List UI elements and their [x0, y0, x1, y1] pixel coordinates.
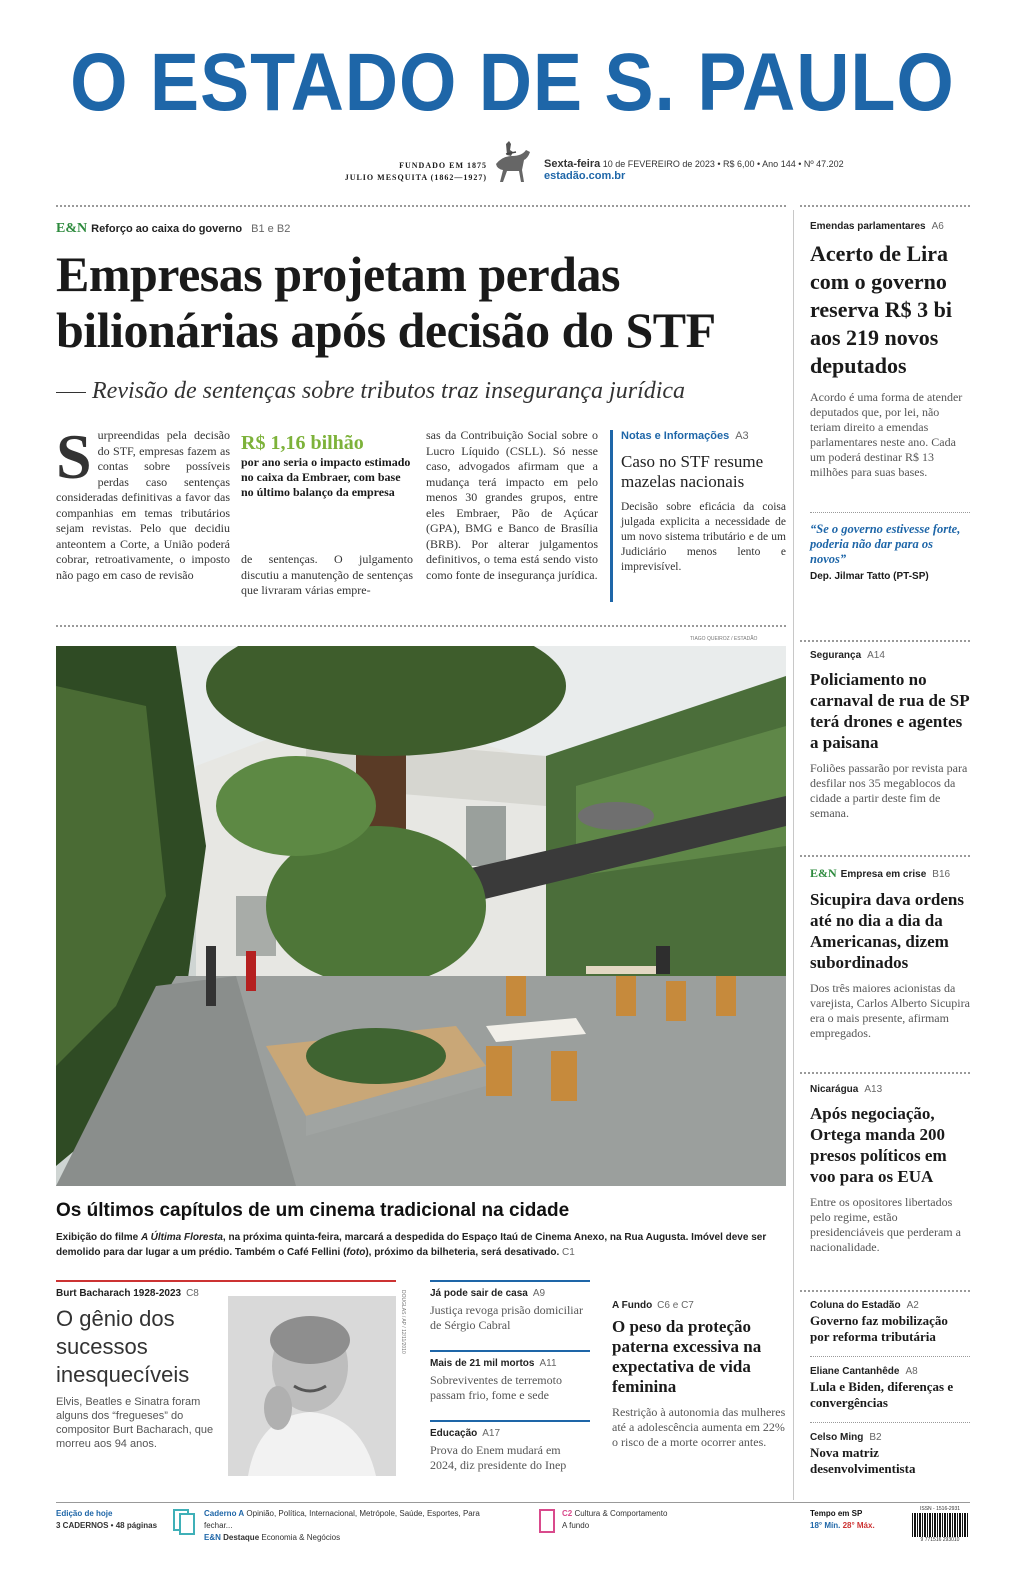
site-link[interactable]: estadão.com.br	[544, 170, 626, 182]
b1-kicker: Burt Bacharach 1928-2023	[56, 1288, 182, 1299]
horse-rider-logo-icon	[492, 140, 532, 188]
b5-text: Restrição à autonomia das mulheres até a adolescência aumenta em 22% o risco de a morte ocorrer antes.	[612, 1405, 786, 1449]
photo-credit: TIAGO QUEIROZ / ESTADÃO	[690, 636, 758, 642]
divider	[800, 1072, 970, 1074]
quote-text: “Se o governo estivesse forte, poderia não dar para os novos”	[810, 522, 961, 566]
weather-label: Tempo em SP	[810, 1509, 863, 1518]
divider	[56, 205, 786, 207]
c2-label: C2	[562, 1509, 573, 1518]
photo-caption	[56, 1230, 786, 1260]
masthead	[0, 38, 1024, 128]
column-cantanhede[interactable]	[810, 1366, 970, 1411]
founding-info	[345, 160, 487, 184]
s2-page: A14	[867, 650, 885, 661]
b2-page: A9	[532, 1288, 546, 1299]
notas-text: Decisão sobre eficácia da coisa julgada explicita a necessidade de um novo sistema tributário e de um Judiciário menos lento e imprevisível.	[621, 501, 786, 573]
cafe-courtyard-illustration	[56, 646, 786, 1186]
rule-blue	[430, 1280, 590, 1282]
caption-page: C1	[562, 1247, 575, 1258]
b4-text: Prova do Enem mudará em 2024, diz presidente do Inep	[430, 1443, 567, 1472]
c2-sub: A fundo	[562, 1521, 590, 1530]
lead-kicker-pages: B1 e B2	[251, 223, 291, 235]
lead-col1-text: urpreendidas pela decisão do STF, empresas fazem as contas sobre possíveis perdas caso sentenças consideradas definitivas a favor das companhias em temas tributários sejam revistas. Pelo que decidiu anteontem a Corte, a União poderá cobrar, retroativamente, o imposto não pago em caso de revisão	[56, 428, 230, 582]
dropcap: S	[56, 428, 92, 492]
lead-column-1	[56, 428, 230, 608]
column-celso-ming[interactable]	[810, 1432, 970, 1477]
s4-text: Entre os opositores libertados pelo regime, estão presidenciáveis que perderam a nacionalidade.	[810, 1195, 961, 1254]
s6-page: A8	[905, 1366, 918, 1377]
section-a-icon	[172, 1508, 196, 1536]
caption-film-title: A Última Floresta	[141, 1232, 223, 1243]
lead-column-2: de sentenças. O julgamento discutiu a manutenção de sentenças que livraram várias empre-	[241, 552, 413, 597]
barcode-bars	[912, 1513, 968, 1537]
footer-rule	[56, 1502, 970, 1503]
s7-kicker: Celso Ming	[810, 1432, 864, 1443]
brief-terremoto[interactable]	[430, 1358, 590, 1403]
footer-caderno-a[interactable]	[204, 1508, 504, 1544]
s2-kicker: Segurança	[810, 650, 862, 661]
en-destaque: Destaque	[223, 1533, 260, 1542]
edition-info	[544, 158, 844, 182]
s1-page: A6	[931, 221, 944, 232]
divider	[800, 640, 970, 642]
divider	[810, 1356, 970, 1357]
lead-headline[interactable]	[56, 246, 786, 358]
newspaper-title: O ESTADO DE S. PAULO	[69, 37, 955, 128]
s5-page: A2	[906, 1300, 919, 1311]
b1-page: C8	[186, 1288, 199, 1299]
s5-headline: Governo faz mobilização por reforma tributária	[810, 1313, 948, 1344]
lead-column-3: sas da Contribuição Social sobre o Lucro Líquido (CSLL). Só nesse caso, advogados afirmam que a mudança terá impacto em pelo menos 30 grandes grupos, entre eles Embraer, Pão de Açúcar (GPA), BMG e Banco de Brasília (BRB). Por alterar julgamentos definitivos, o tema está sendo visto como fonte de insegurança jurídica.	[426, 428, 598, 582]
s2-headline: Policiamento no carnaval de rua de SP terá drones e agentes a paisana	[810, 670, 969, 752]
b5-page: C6 e C7	[657, 1300, 694, 1311]
photo-caption-title[interactable]: Os últimos capítulos de um cinema tradicional na cidade	[56, 1200, 570, 1221]
column-coluna-estadao[interactable]	[810, 1300, 970, 1345]
s3-headline: Sicupira dava ordens até no dia a dia da Americanas, dizem subordinados	[810, 890, 964, 972]
edition-value: 3 CADERNOS • 48 páginas	[56, 1521, 158, 1530]
b2-kicker: Já pode sair de casa	[430, 1288, 528, 1299]
s4-page: A13	[864, 1084, 883, 1095]
quote-author: Dep. Jilmar Tatto (PT-SP)	[810, 571, 929, 582]
weekday: Sexta-feira	[544, 158, 601, 170]
s3-text: Dos três maiores acionistas da varejista, Carlos Alberto Sicupira era o mais presente, afirmam empregados.	[810, 981, 970, 1040]
founded-line: FUNDADO EM 1875	[399, 161, 487, 170]
b4-kicker: Educação	[430, 1428, 478, 1439]
dateline: 10 de FEVEREIRO de 2023 • R$ 6,00 • Ano 144 • Nº 47.202	[602, 159, 844, 169]
footer-edition	[56, 1508, 157, 1532]
story-a-fundo[interactable]	[612, 1300, 788, 1450]
en-text: Economia & Negócios	[261, 1533, 341, 1542]
stat-value: R$ 1,16 bilhão	[241, 432, 364, 454]
lead-headline-line1: Empresas projetam perdas	[56, 246, 620, 302]
caption-part-2: , na próxima quinta-feira, marcará a despedida do Espaço Itaú de Cinema Anexo, na Rua Augusta. Imóvel deve ser demolido para dar lugar a um prédio. Também o Café Fellini (	[56, 1232, 767, 1258]
section-c2-icon	[538, 1508, 558, 1536]
b5-headline: O peso da proteção paterna excessiva na expectativa de vida feminina	[612, 1317, 762, 1396]
b1-text: Elvis, Beatles e Sinatra foram alguns dos “fregueses” do compositor Burt Bacharach, que morreu aos 94 anos.	[56, 1396, 214, 1450]
b3-kicker: Mais de 21 mil mortos	[430, 1358, 535, 1369]
cad-a-text: Opinião, Política, Internacional, Metrópole, Saúde, Esportes, Para fechar...	[204, 1509, 480, 1530]
portrait-illustration	[228, 1296, 396, 1476]
s1-text: Acordo é uma forma de atender deputados que, por lei, não teriam direito a emendas parlamentares neste ano. Cada um poderá destinar R$ 13 milhões para suas bases.	[810, 390, 963, 479]
rule-blue	[430, 1350, 590, 1352]
c2-text: Cultura & Comportamento	[574, 1509, 668, 1518]
divider	[800, 855, 970, 857]
portrait-credit: DOUGLAS / AP / 12/11/2010	[400, 1290, 406, 1354]
s6-headline: Lula e Biden, diferenças e convergências	[810, 1379, 954, 1410]
b3-page: A11	[539, 1358, 557, 1369]
s3-page: B16	[932, 869, 951, 880]
s5-kicker: Coluna do Estadão	[810, 1300, 901, 1311]
s1-kicker: Emendas parlamentares	[810, 221, 926, 232]
divider	[800, 205, 970, 207]
en-section-tag: E&N	[56, 221, 88, 236]
divider	[810, 1422, 970, 1423]
notas-box[interactable]	[610, 430, 786, 602]
rule-blue	[430, 1420, 590, 1422]
rule-red	[56, 1280, 396, 1282]
story-bacharach[interactable]	[56, 1288, 216, 1451]
s7-page: B2	[869, 1432, 882, 1443]
pull-quote	[810, 522, 970, 582]
lead-subhead: Revisão de sentenças sobre tributos traz insegurança jurídica	[56, 378, 786, 405]
divider	[810, 512, 970, 513]
sidebar-story-nicaragua[interactable]	[810, 1084, 970, 1255]
caption-part-1: Exibição do filme	[56, 1232, 142, 1243]
bacharach-portrait[interactable]	[228, 1296, 396, 1476]
lead-kicker-label: Reforço ao caixa do governo	[91, 223, 243, 235]
b2-text: Justiça revoga prisão domiciliar de Sérgio Cabral	[430, 1303, 583, 1332]
barcode-number: 9 771516 293010	[920, 1537, 960, 1543]
s1-headline: Acerto de Lira com o governo reserva R$ 3 bi aos 219 novos deputados	[810, 241, 952, 378]
cinema-photo[interactable]	[56, 646, 786, 1186]
founder-line: JULIO MESQUITA (1862—1927)	[344, 173, 487, 182]
cad-a-label: Caderno A	[204, 1509, 245, 1518]
b1-headline: O gênio dos sucessos inesquecíveis	[56, 1306, 190, 1387]
s3-kicker: Empresa em crise	[840, 869, 927, 880]
lead-headline-line2: bilionárias após decisão do STF	[56, 302, 716, 358]
s6-kicker: Eliane Cantanhêde	[810, 1366, 900, 1377]
en-label: E&N	[204, 1533, 221, 1542]
temp-min: 18° Mín.	[810, 1521, 841, 1530]
divider	[800, 1290, 970, 1292]
s2-text: Foliões passarão por revista para desfilar nos 35 megablocos da cidade a partir deste fim de semana.	[810, 761, 968, 820]
b3-text: Sobreviventes de terremoto passam frio, fome e sede	[430, 1373, 562, 1402]
s4-kicker: Nicarágua	[810, 1084, 859, 1095]
sidebar-story-seguranca[interactable]	[810, 650, 970, 821]
caption-part-3: ), próximo da bilheteria, será desativado.	[365, 1247, 560, 1258]
notas-kicker: Notas e Informações A3	[621, 430, 749, 442]
s4-headline: Após negociação, Ortega manda 200 presos políticos em voo para os EUA	[810, 1104, 947, 1186]
b5-kicker: A Fundo	[612, 1300, 653, 1311]
notas-headline: Caso no STF resume mazelas nacionais	[621, 452, 764, 491]
brief-cabral[interactable]	[430, 1288, 590, 1333]
s7-headline: Nova matriz desenvolvimentista	[810, 1445, 916, 1476]
brief-enem[interactable]	[430, 1428, 590, 1473]
sidebar-story-emendas[interactable]	[810, 221, 970, 480]
b4-page: A17	[482, 1428, 501, 1439]
sidebar-story-sicupira[interactable]	[810, 866, 970, 1041]
footer-weather	[810, 1508, 875, 1532]
column-divider	[793, 210, 794, 1500]
caption-foto-word: foto	[346, 1247, 366, 1258]
footer-c2[interactable]	[562, 1508, 762, 1532]
stat-box	[241, 432, 413, 500]
barcode	[912, 1506, 968, 1544]
s3-en-tag: E&N	[810, 866, 837, 880]
lead-kicker	[56, 221, 290, 237]
issn: ISSN - 1516-2931	[919, 1506, 961, 1512]
stat-description: por ano seria o impacto estimado no caixa da Embraer, com base no último balanço da empresa	[241, 455, 411, 499]
temp-max: 28° Máx.	[842, 1521, 875, 1530]
divider	[56, 625, 786, 627]
edition-label: Edição de hoje	[56, 1509, 113, 1518]
